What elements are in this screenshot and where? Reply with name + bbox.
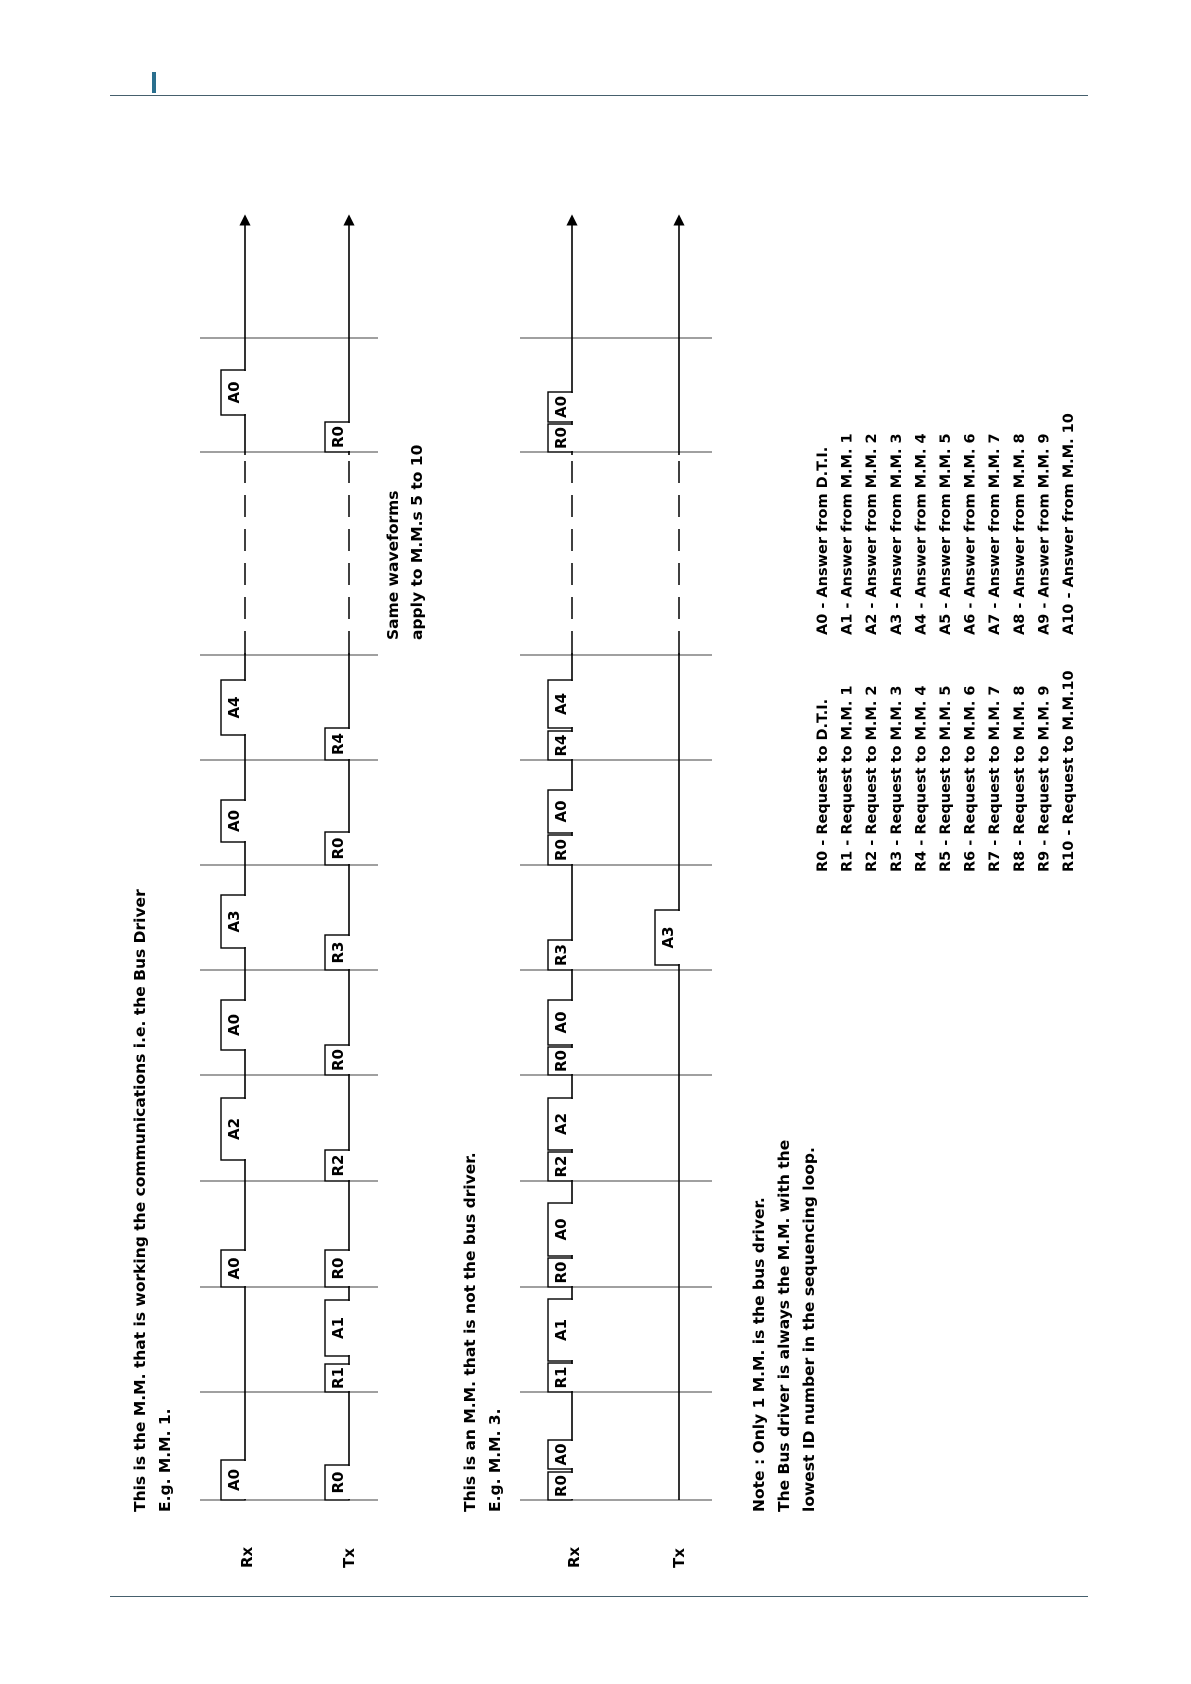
legend-answer-3: A3 - Answer from M.M. 3 — [888, 433, 905, 635]
pulse-label-rx2-11: R0 — [552, 839, 570, 861]
legend-request-10: R10 - Request to M.M.10 — [1061, 670, 1077, 872]
section2-caption-line2: E.g. M.M. 3. — [486, 1408, 504, 1512]
pulse-label-rx2-2: R1 — [552, 1366, 570, 1389]
legend-request-9: R9 - Request to M.M. 9 — [1036, 685, 1053, 872]
legend-answer-10: A10 - Answer from M.M. 10 — [1061, 413, 1077, 635]
dashed-gap — [245, 452, 679, 655]
pulse-label-tx1-6: R3 — [329, 941, 347, 964]
signal-label-rx2: Rx — [565, 1546, 583, 1568]
pulse-label-rx2-4: R0 — [552, 1261, 570, 1284]
pulse-label-rx1-1: A0 — [225, 1257, 243, 1280]
dash-mask-0 — [242, 455, 248, 653]
middle-note-line1: Same waveforms — [384, 490, 402, 640]
pulse-label-rx2-0: R0 — [552, 1475, 570, 1497]
legend-request-6: R6 - Request to M.M. 6 — [962, 685, 979, 872]
middle-note-line2: apply to M.M.s 5 to 10 — [408, 444, 426, 640]
dash-mask-2 — [569, 455, 575, 653]
footnote-line1: Note : Only 1 M.M. is the bus driver. — [750, 1197, 768, 1512]
pulse-label-tx1-2: A1 — [329, 1316, 347, 1339]
legend-request-3: R3 - Request to M.M. 3 — [888, 685, 905, 872]
dash-mask-3 — [676, 455, 682, 653]
legend-request-7: R7 - Request to M.M. 7 — [987, 685, 1004, 872]
legend-request-8: R8 - Request to M.M. 8 — [1011, 685, 1028, 872]
legend-answer-5: A5 - Answer from M.M. 5 — [938, 433, 954, 635]
pulse-label-rx2-1: A0 — [552, 1443, 570, 1466]
pulse-label-tx1-4: R2 — [329, 1154, 347, 1177]
legend-answer-8: A8 - Answer from M.M. 8 — [1011, 433, 1028, 635]
legend-answer-6: A6 - Answer from M.M. 6 — [962, 433, 979, 635]
legend-answer-7: A7 - Answer from M.M. 7 — [987, 433, 1004, 635]
legend-answer-1: A1 - Answer from M.M. 1 — [839, 433, 856, 635]
dash-mask-1 — [346, 455, 352, 653]
pulse-label-rx1-3: A0 — [225, 1013, 243, 1036]
pulse-label-rx2-16: A0 — [552, 395, 570, 418]
legend-answers — [815, 413, 1077, 635]
pulse-label-rx2-5: A0 — [552, 1218, 570, 1241]
pulse-label-rx2-8: R0 — [552, 1050, 570, 1072]
pulse-label-tx1-0: R0 — [329, 1471, 347, 1494]
signal-label-rx1: Rx — [238, 1546, 256, 1568]
pulse-label-tx1-7: R0 — [329, 837, 347, 860]
legend-request-1: R1 - Request to M.M. 1 — [839, 685, 856, 872]
footnote-line3: lowest ID number in the sequencing loop. — [800, 1147, 818, 1512]
pulse-label-rx2-6: R2 — [552, 1155, 570, 1178]
section1-caption-line1: This is the M.M. that is working the communications i.e. the Bus Driver — [131, 889, 149, 1512]
pulse-group — [221, 370, 682, 1500]
pulse-label-rx1-4: A3 — [225, 910, 243, 933]
pulse-label-tx1-8: R4 — [329, 733, 347, 755]
pulse-label-rx2-15: R0 — [552, 427, 570, 449]
legend-request-4: R4 - Request to M.M. 4 — [913, 685, 930, 872]
pulse-label-tx1-5: R0 — [329, 1049, 347, 1071]
pulse-label-rx2-14: A4 — [552, 692, 570, 715]
signal-label-tx2: Tx — [670, 1548, 688, 1568]
pulse-label-rx1-0: A0 — [225, 1468, 243, 1491]
section2-caption-line1: This is an M.M. that is not the bus driver. — [461, 1152, 479, 1512]
legend-answer-4: A4 - Answer from M.M. 4 — [913, 433, 930, 635]
pulse-label-rx1-5: A0 — [225, 809, 243, 832]
pulse-label-rx2-10: R3 — [552, 944, 570, 966]
legend-request-0: R0 - Request to D.T.I. — [815, 698, 831, 872]
pulse-label-tx1-9: R0 — [329, 426, 347, 448]
pulse-label-rx1-2: A2 — [225, 1117, 243, 1140]
signal-label-tx1: Tx — [340, 1548, 358, 1568]
section1-caption-line2: E.g. M.M. 1. — [156, 1408, 174, 1512]
legend-answer-0: A0 - Answer from D.T.I. — [815, 446, 831, 635]
footnote-line2: The Bus driver is always the M.M. with the — [775, 1139, 793, 1512]
pulse-label-rx2-13: R4 — [552, 734, 570, 757]
legend-requests — [815, 670, 1077, 872]
pulse-label-tx2-0: A3 — [659, 926, 677, 949]
pulse-label-rx2-12: A0 — [552, 800, 570, 823]
pulse-label-rx1-7: A0 — [225, 381, 243, 404]
pulse-label-tx1-1: R1 — [329, 1367, 347, 1389]
pulse-label-tx1-3: R0 — [329, 1257, 347, 1280]
legend-request-5: R5 - Request to M.M. 5 — [938, 685, 954, 872]
pulse-label-rx1-6: A4 — [225, 696, 243, 719]
legend-answer-2: A2 - Answer from M.M. 2 — [864, 433, 881, 635]
legend-answer-9: A9 - Answer from M.M. 9 — [1036, 433, 1053, 635]
pulse-label-rx2-7: A2 — [552, 1112, 570, 1135]
pulse-label-rx2-9: A0 — [552, 1011, 570, 1034]
legend-request-2: R2 - Request to M.M. 2 — [864, 685, 881, 872]
pulse-label-rx2-3: A1 — [552, 1318, 570, 1341]
